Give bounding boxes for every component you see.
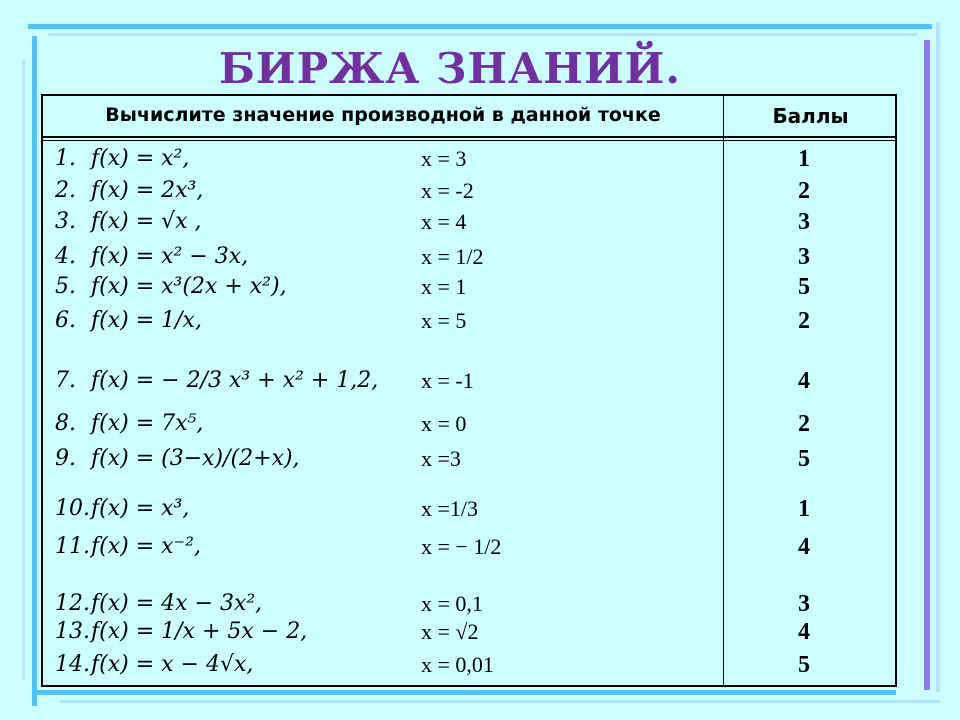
- row-number: 7.: [55, 368, 76, 393]
- decor-bar: [28, 24, 932, 29]
- decor-bar: [32, 36, 37, 706]
- point-text: x = 3: [421, 146, 467, 171]
- row-number: 5.: [55, 274, 76, 299]
- row-number: 2.: [55, 178, 76, 203]
- decor-bar: [48, 33, 918, 36]
- decor-bar: [60, 700, 940, 703]
- score-value: 2: [798, 178, 810, 204]
- score-value: 2: [798, 308, 810, 334]
- function-text: f(x) = 2x³,: [91, 178, 204, 203]
- function-text: f(x) = (3−x)/(2+x),: [91, 446, 300, 471]
- function-text: f(x) = x²,: [91, 146, 190, 171]
- function-text: f(x) = − 2/3 x³ + x² + 1,2,: [91, 368, 379, 393]
- point-text: x = 4: [421, 209, 467, 234]
- row-number: 3.: [55, 209, 76, 234]
- point-text: x = 0,01: [421, 652, 494, 677]
- row-number: 14.: [55, 652, 90, 677]
- header-divider: [43, 136, 895, 138]
- function-text: f(x) = 7x⁵,: [91, 411, 204, 436]
- row-number: 8.: [55, 411, 76, 436]
- point-text: x = -1: [421, 368, 474, 393]
- score-value: 1: [798, 496, 810, 522]
- score-value: 5: [798, 446, 810, 472]
- page-title: БИРЖА ЗНАНИЙ.: [219, 44, 681, 93]
- score-value: 4: [798, 368, 810, 394]
- point-text: x = − 1/2: [421, 534, 502, 559]
- row-number: 6.: [55, 308, 76, 333]
- point-text: x = 0,1: [421, 591, 483, 616]
- score-value: 4: [798, 534, 810, 560]
- score-value: 3: [798, 591, 810, 617]
- function-text: f(x) = 4x − 3x²,: [91, 591, 263, 616]
- function-text: f(x) = x³,: [91, 496, 190, 521]
- row-number: 10.: [55, 496, 90, 521]
- score-value: 5: [798, 274, 810, 300]
- decor-bar: [936, 22, 940, 692]
- header-task: Вычислите значение производной в данной точке: [105, 104, 661, 126]
- point-text: x = 0: [421, 411, 467, 436]
- header-score: Баллы: [772, 104, 849, 128]
- function-text: f(x) = x³(2x + x²),: [91, 274, 287, 299]
- point-text: x =1/3: [421, 496, 479, 521]
- score-value: 3: [798, 209, 810, 235]
- function-text: f(x) = 1/x + 5x − 2,: [91, 619, 308, 644]
- score-value: 4: [798, 619, 810, 645]
- task-table: [41, 94, 897, 687]
- point-text: x = √2: [421, 619, 479, 644]
- score-value: 3: [798, 244, 810, 270]
- row-number: 4.: [55, 244, 76, 269]
- function-text: f(x) = 1/x,: [91, 308, 202, 333]
- score-value: 2: [798, 411, 810, 437]
- row-number: 11.: [55, 534, 90, 559]
- row-number: 9.: [55, 446, 76, 471]
- decor-bar: [36, 690, 896, 695]
- function-text: f(x) = x² − 3x,: [91, 244, 249, 269]
- row-number: 13.: [55, 619, 90, 644]
- point-text: x =3: [421, 446, 461, 471]
- decor-bar: [22, 60, 25, 680]
- column-divider: [723, 96, 724, 685]
- function-text: f(x) = x⁻²,: [91, 534, 201, 559]
- header-divider: [43, 140, 895, 141]
- decor-bar: [924, 40, 930, 690]
- score-value: 5: [798, 652, 810, 678]
- row-number: 1.: [55, 146, 76, 171]
- function-text: f(x) = √x ,: [91, 209, 202, 234]
- point-text: x = 1: [421, 274, 467, 299]
- score-value: 1: [798, 146, 810, 172]
- function-text: f(x) = x − 4√x,: [91, 652, 254, 677]
- point-text: x = 5: [421, 308, 467, 333]
- row-number: 12.: [55, 591, 90, 616]
- point-text: x = -2: [421, 178, 474, 203]
- point-text: x = 1/2: [421, 244, 484, 269]
